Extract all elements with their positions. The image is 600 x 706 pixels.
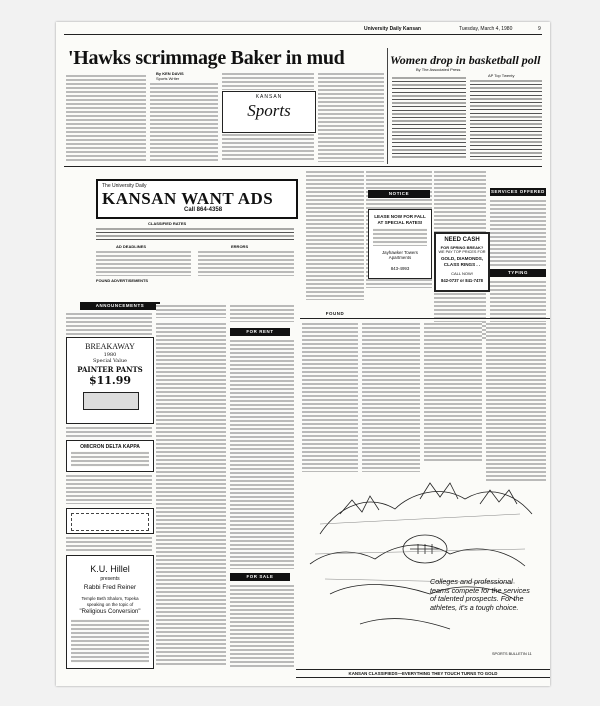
want-ads-masthead (96, 179, 298, 219)
athlete-illustration (300, 454, 550, 664)
classified-text-2 (156, 322, 226, 667)
notice-banner: NOTICE (368, 190, 430, 198)
cash-ad (434, 232, 490, 292)
lease-line2: AT SPECIAL RATES! (377, 220, 423, 225)
classified-column-a (306, 170, 364, 300)
found-label: FOUND (306, 310, 364, 318)
header-date: Tuesday, March 4, 1980 (459, 26, 513, 32)
illustration-caption: Colleges and professional teams compete for the services of talented prospects. For the athletes, it's a tough choice. (430, 577, 530, 612)
sketch-line-bottom (360, 619, 450, 629)
article-byline-role: Sports Writer (156, 76, 180, 81)
breakaway-item: PAINTER PANTS (77, 365, 143, 374)
announcements-text-3 (66, 474, 152, 504)
feature-top-rule (300, 318, 550, 319)
announcements-text-4 (66, 536, 152, 552)
omicron-ad (66, 440, 154, 472)
birthday-ad (66, 508, 154, 534)
want-ads-title: KANSAN WANT ADS (102, 189, 274, 208)
deadlines-text (96, 250, 191, 276)
article-column-1 (66, 74, 146, 162)
grasping-fingers-center (420, 483, 458, 499)
arm-outline-middle (310, 545, 525, 566)
announcements-text (66, 312, 152, 336)
hatching-lines (315, 514, 525, 583)
poll-subhead: AP Top Twenty (488, 73, 515, 78)
omicron-name: OMICRON DELTA KAPPA (80, 444, 140, 450)
classified-rates-label: CLASSIFIED RATES (148, 221, 187, 226)
feature-column-2 (362, 322, 420, 472)
lease-details (373, 228, 427, 246)
hillel-presents: presents (100, 576, 120, 582)
lease-name: Jayhawker Towers Apartments (381, 250, 419, 260)
sports-kicker: KANSAN (255, 94, 283, 100)
poll-byline: By The Associated Press (416, 67, 461, 72)
poll-women-list (470, 79, 542, 160)
announcements-banner: ANNOUNCEMENTS (80, 302, 160, 310)
omicron-text (71, 451, 149, 467)
found-ads-label: FOUND ADVERTISEMENTS (96, 278, 149, 283)
classified-text-3 (230, 304, 294, 322)
announcements-text-2 (66, 426, 152, 438)
cash-line5: CLASS RINGS . . (443, 262, 481, 267)
hillel-ad (66, 555, 154, 669)
arm-outline-top (320, 492, 532, 534)
article-byline: By KEN DAVIS (156, 71, 184, 76)
column-rule (387, 48, 388, 164)
breakaway-name: BREAKAWAY (85, 342, 135, 351)
article-column-3b (222, 133, 314, 162)
birthday-border (71, 513, 149, 531)
lease-ad (368, 209, 432, 279)
breakaway-year: 1980 (103, 352, 117, 358)
article-headline: 'Hawks scrimmage Baker in mud (68, 47, 345, 69)
for-rent-text (230, 339, 294, 569)
hillel-temple: Temple Beth Shalom, Topeka (81, 596, 139, 601)
feature-column-1 (302, 322, 358, 472)
want-ads-kicker: The University Daily (102, 183, 147, 189)
breakaway-special: Special Value (92, 358, 128, 364)
cash-line2: FOR SPRING BREAK? (440, 245, 484, 250)
sports-title: Sports (247, 101, 291, 120)
errors-text (198, 250, 294, 276)
hillel-speaker: Rabbi Fred Reiner (83, 584, 137, 591)
want-ads-phone: Call 864-4358 (184, 207, 223, 213)
header-paper-name: University Daily Kansan (364, 26, 421, 32)
section-divider (64, 166, 542, 167)
for-sale-text (230, 584, 294, 667)
football-laces (410, 544, 440, 554)
article-column-4 (318, 72, 384, 162)
breakaway-price: $11.99 (88, 374, 132, 387)
page-header (64, 25, 542, 35)
services-text (490, 199, 546, 266)
deadlines-label: AD DEADLINES (116, 244, 147, 249)
brand-logo-icon (83, 392, 139, 410)
hillel-name: K.U. Hillel (90, 564, 130, 574)
article-column-3a (222, 72, 314, 90)
classified-text-1 (156, 304, 226, 318)
for-rent-banner: FOR RENT (230, 328, 290, 336)
header-page-number: 9 (538, 26, 541, 32)
newspaper-page (56, 22, 550, 686)
lease-phone: 843-4993 (390, 266, 410, 271)
typing-banner: TYPING (490, 269, 546, 277)
breakaway-ad (66, 337, 154, 424)
hillel-details (71, 619, 149, 663)
errors-label: ERRORS (231, 244, 249, 249)
cash-line4: GOLD, DIAMONDS, (440, 256, 484, 261)
cash-line6: CALL NOW! (451, 271, 473, 276)
feature-column-3 (424, 322, 482, 462)
poll-headline: Women drop in basketball poll (390, 53, 541, 67)
hillel-topic-intro: speaking on the topic of (86, 602, 134, 607)
caption-signature: SPORTS BULLETIN 11 (492, 652, 532, 656)
article-column-2 (150, 82, 218, 162)
cash-line3: WE PAY TOP PRICES FOR (438, 250, 486, 254)
hillel-topic: "Religious Conversion" (79, 609, 141, 615)
sports-section-flag (222, 91, 316, 133)
for-sale-banner: FOR SALE (230, 573, 290, 581)
classifieds-footer-banner: KANSAN CLASSIFIEDS—EVERYTHING THEY TOUCH TURNS TO GOLD (296, 669, 550, 678)
rates-table (96, 227, 294, 241)
cash-phone: 842-0737 or 841-7478 (441, 278, 483, 283)
services-banner: SERVICES OFFERED (491, 189, 545, 194)
lease-line1: LEASE NOW FOR FALL (374, 214, 426, 219)
grasping-fingers-left (340, 496, 379, 514)
cash-line1: NEED CASH (444, 237, 480, 243)
poll-men-list (392, 76, 466, 160)
